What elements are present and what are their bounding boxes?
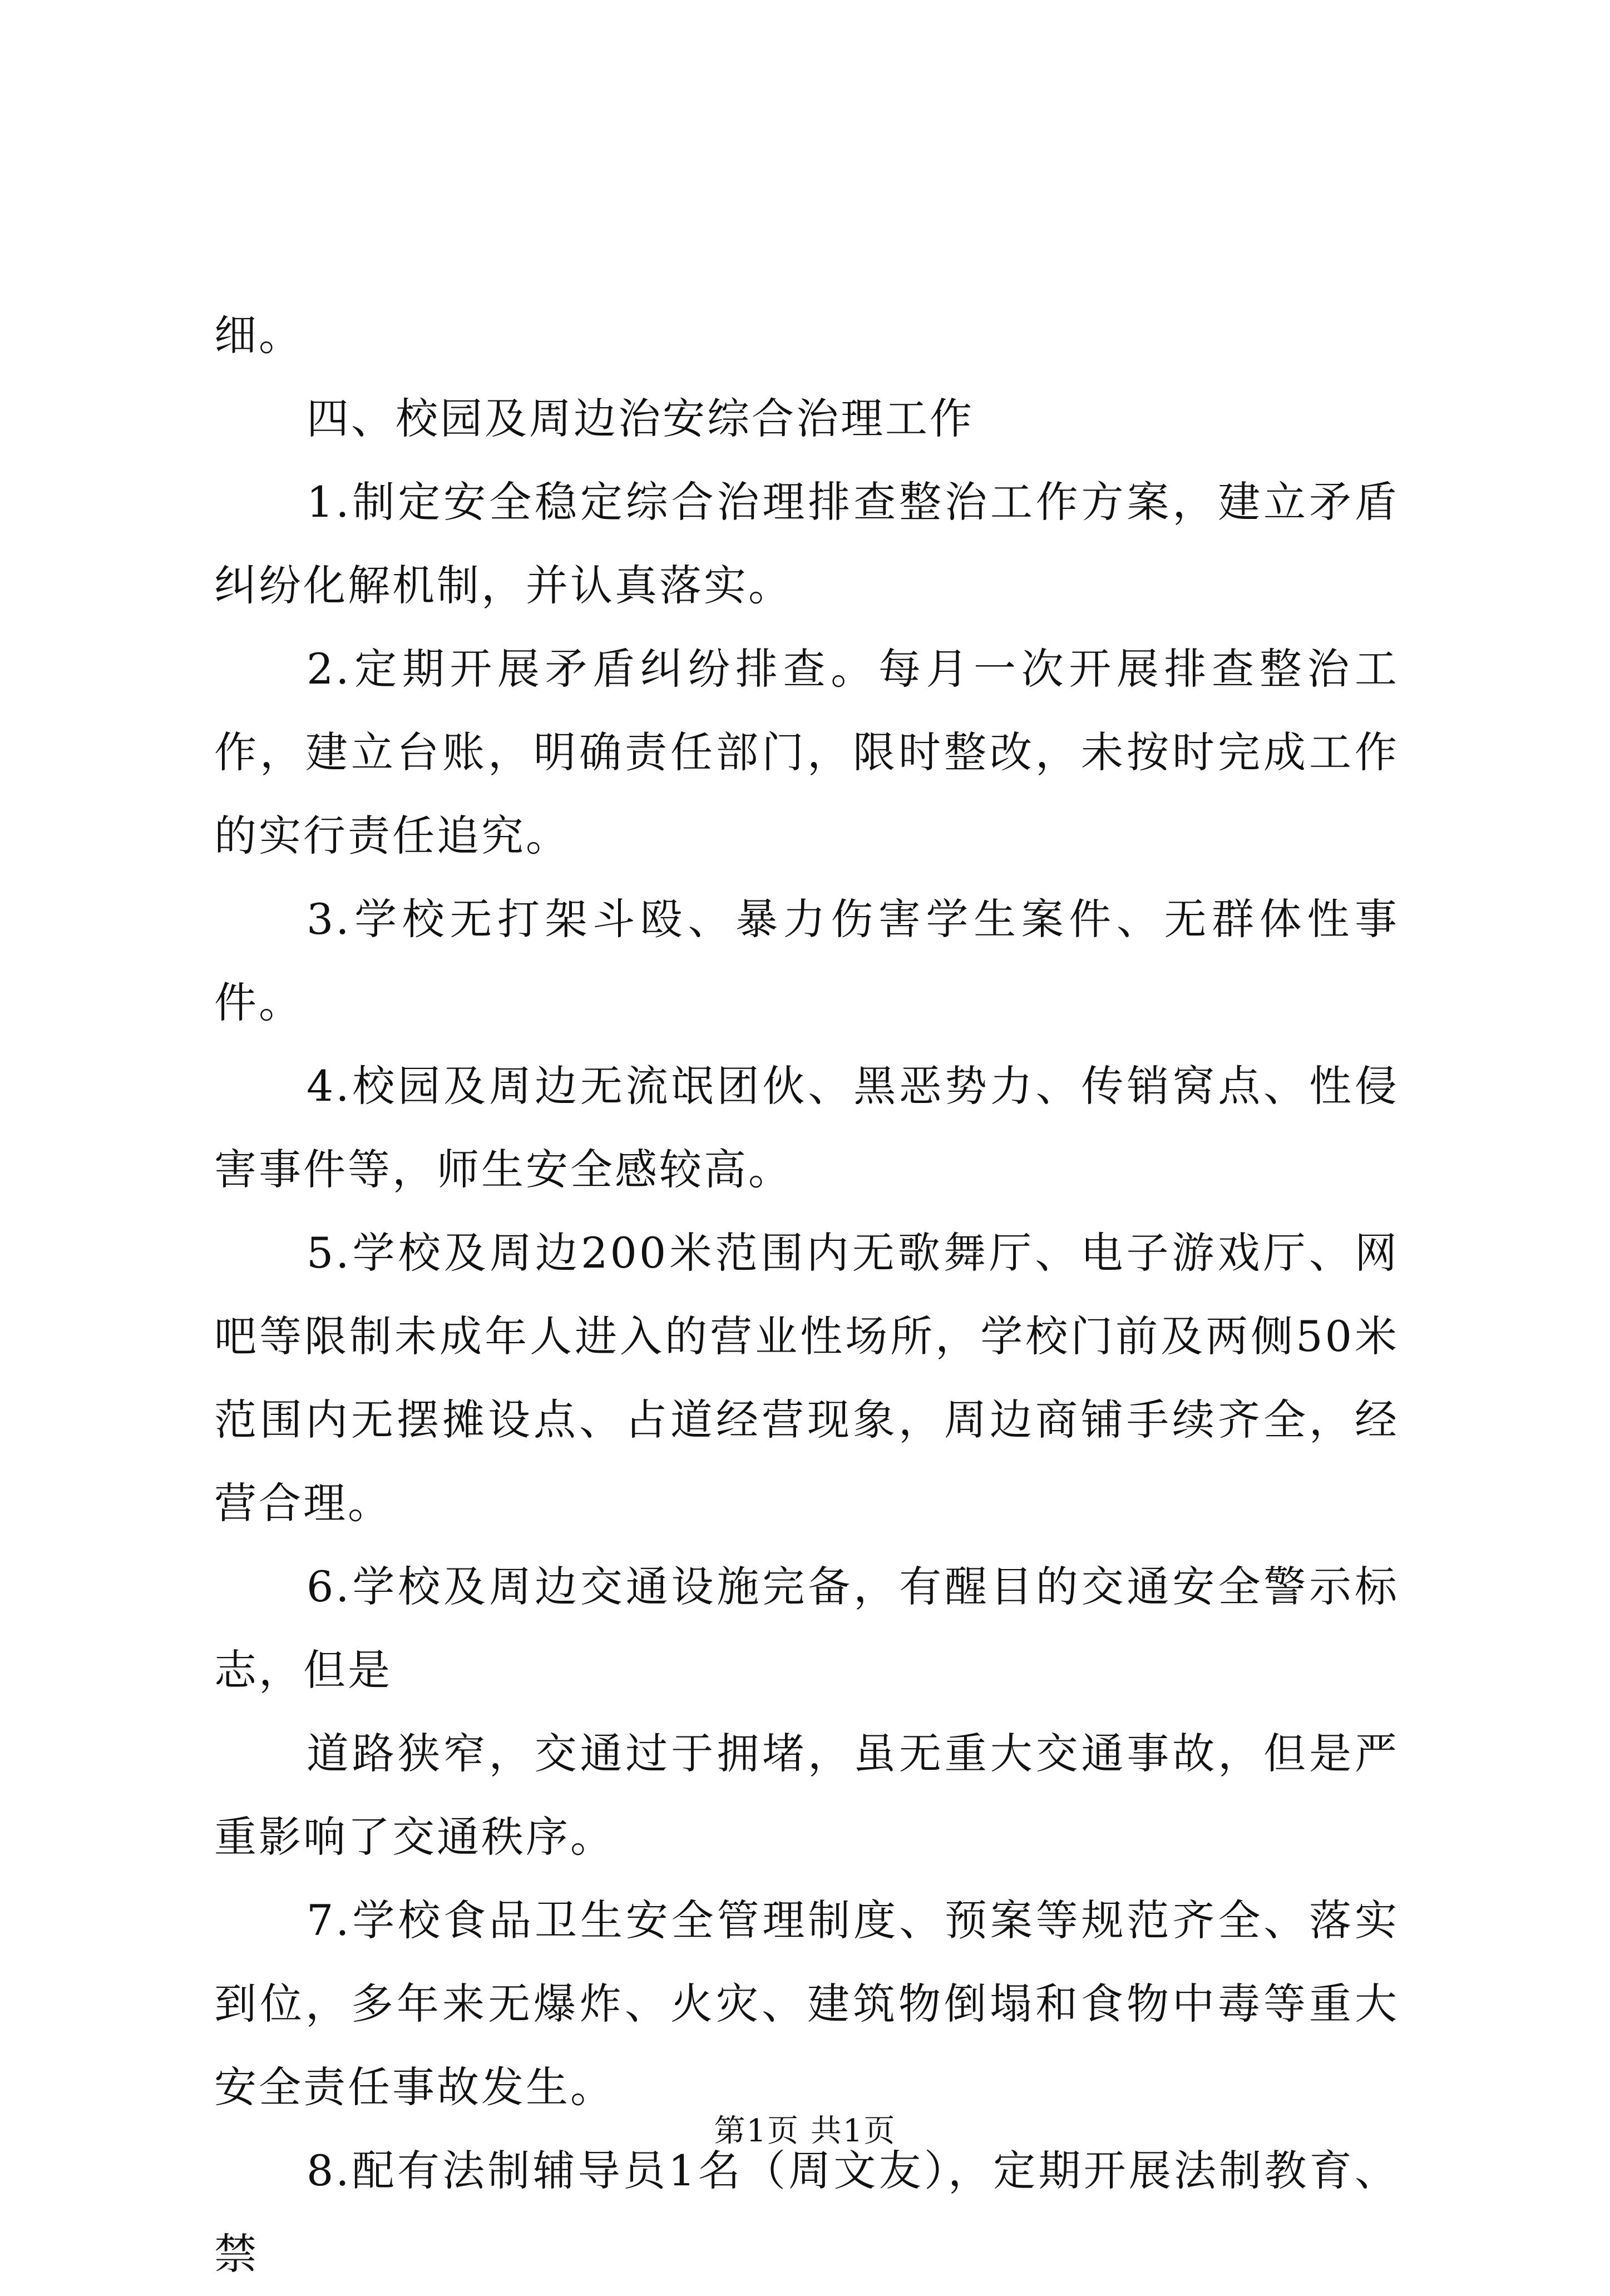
- paragraph: 1.制定安全稳定综合治理排查整治工作方案，建立矛盾纠纷化解机制，并认真落实。: [214, 477, 1399, 610]
- paragraph: 8.配有法制辅导员1名（周文友），定期开展法制教育、禁: [214, 2146, 1399, 2279]
- paragraph: 7.学校食品卫生安全管理制度、预案等规范齐全、落实到位，多年来无爆炸、火灾、建筑物倒塌和食物中毒等重大安全责任事故发生。: [214, 1896, 1399, 2112]
- paragraph: 4.校园及周边无流氓团伙、黑恶势力、传销窝点、性侵害事件等，师生安全感较高。: [214, 1061, 1399, 1194]
- document-body: [214, 294, 1399, 2296]
- paragraph: 2.定期开展矛盾纠纷排查。每月一次开展排查整治工作，建立台账，明确责任部门，限时整改，未按时完成工作的实行责任追究。: [214, 644, 1399, 860]
- section-heading: 四、校园及周边治安综合治理工作: [307, 394, 974, 443]
- paragraph: 5.学校及周边200米范围内无歌舞厅、电子游戏厅、网吧等限制未成年人进入的营业性场所，学校门前及两侧50米范围内无摆摊设点、占道经营现象，周边商铺手续齐全，经营合理。: [214, 1228, 1399, 1528]
- paragraph: 道路狭窄，交通过于拥堵，虽无重大交通事故，但是严重影响了交通秩序。: [214, 1729, 1399, 1862]
- page-number-footer: 第1页 共1页: [714, 2113, 896, 2149]
- paragraph: 6.学校及周边交通设施完备，有醒目的交通安全警示标志，但是: [214, 1562, 1399, 1695]
- paragraph: 3.学校无打架斗殴、暴力伤害学生案件、无群体性事件。: [214, 894, 1399, 1027]
- paragraph: 细。: [214, 310, 303, 360]
